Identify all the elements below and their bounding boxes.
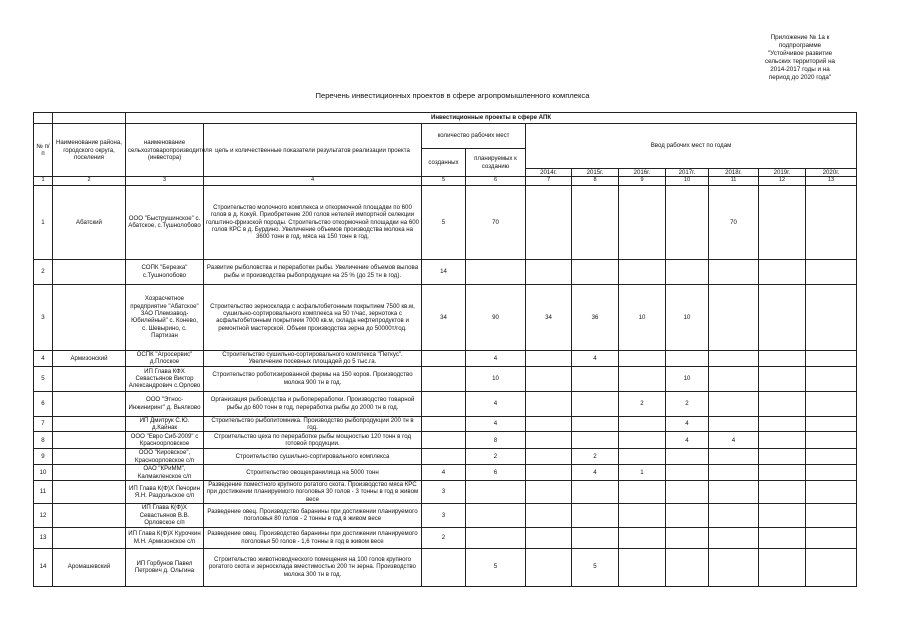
- row-year-value: [526, 548, 572, 586]
- row-year-value: [666, 465, 709, 481]
- row-year-value: [619, 185, 666, 259]
- appendix-line: период до 2020 года": [768, 74, 832, 81]
- row-number: 1: [34, 185, 53, 259]
- header-year: 2018г.: [709, 169, 759, 177]
- column-number: 1: [34, 177, 53, 185]
- row-year-value: [806, 284, 857, 350]
- row-investor: ИП Глава К(Ф)Х Курочкин М.Н. Армизонское с/п: [126, 527, 204, 548]
- row-year-value: [806, 465, 857, 481]
- header-year: 2016г.: [619, 169, 666, 177]
- row-planned: 8: [466, 432, 526, 449]
- row-investor: ОСПК "Агросервис" д.Плоское: [126, 350, 204, 366]
- row-year-value: [709, 527, 759, 548]
- row-investor: ИП Горбунов Павел Петрович д. Ольгина: [126, 548, 204, 586]
- row-year-value: [619, 416, 666, 432]
- row-year-value: [526, 185, 572, 259]
- header-group: Инвестиционные проекты в сфере АПК: [126, 113, 857, 124]
- row-district: [53, 481, 126, 504]
- row-year-value: [759, 416, 806, 432]
- row-created: [422, 391, 466, 416]
- row-year-value: [526, 465, 572, 481]
- column-number: 13: [806, 177, 857, 185]
- row-created: [422, 350, 466, 366]
- row-goal: Строительство овощехранилища на 5000 тонн: [204, 465, 422, 481]
- row-year-value: [666, 504, 709, 527]
- row-investor: ООО "Кировское", Красноорловское с/п: [126, 449, 204, 465]
- row-planned: 5: [466, 548, 526, 586]
- row-created: 2: [422, 527, 466, 548]
- row-planned: [466, 527, 526, 548]
- row-year-value: [526, 259, 572, 284]
- row-number: 10: [34, 465, 53, 481]
- row-year-value: [759, 432, 806, 449]
- row-district: [53, 449, 126, 465]
- row-goal: Строительство сушильно-сортировального комплекса: [204, 449, 422, 465]
- row-district: [53, 432, 126, 449]
- column-number: 9: [619, 177, 666, 185]
- table-row: [34, 185, 857, 259]
- row-year-value: 4: [572, 465, 619, 481]
- row-year-value: [759, 465, 806, 481]
- row-year-value: [619, 548, 666, 586]
- row-year-value: [572, 481, 619, 504]
- row-year-value: [526, 504, 572, 527]
- row-created: 4: [422, 465, 466, 481]
- row-year-value: [572, 391, 619, 416]
- row-investor: ООО "Евро Сиб-2009" с Красноорловское: [126, 432, 204, 449]
- row-investor: СОПК "Березка" с.Тушнолобово: [126, 259, 204, 284]
- row-year-value: [619, 259, 666, 284]
- row-year-value: [666, 548, 709, 586]
- table-row: [34, 449, 857, 465]
- row-year-value: 4: [666, 416, 709, 432]
- row-year-value: [806, 449, 857, 465]
- row-year-value: [759, 504, 806, 527]
- row-goal: Развитие рыболовства и переработки рыбы. Увеличение объемов вылова рыбы и производства рыбопродукции на 25 % (до 25 тн в год).: [204, 259, 422, 284]
- row-year-value: [709, 259, 759, 284]
- column-number: 11: [709, 177, 759, 185]
- row-year-value: [759, 259, 806, 284]
- row-number: 8: [34, 432, 53, 449]
- column-number: 10: [666, 177, 709, 185]
- row-year-value: 1: [619, 465, 666, 481]
- row-year-value: [709, 465, 759, 481]
- row-number: 2: [34, 259, 53, 284]
- row-number: 3: [34, 284, 53, 350]
- row-goal: Строительство молочного комплекса и откормочной площадки по 600 голов в д. Кокуй. Приобретение 200 голов нетелей импортной селекции голштино-фризской породы. Строительство откормочной площадки на 600 голов КРС в д. Бурдино. Увеличение объемов производства молока на 3600 тонн в год, мяса на 150 тонн в год.: [204, 185, 422, 259]
- row-created: 3: [422, 481, 466, 504]
- table-row: [34, 527, 857, 548]
- row-investor: ООО "Быструшинское" с. Абатское, с.Тушнолобово: [126, 185, 204, 259]
- row-year-value: [759, 366, 806, 391]
- header-goal: цель и количественные показатели результатов реализации проекта: [204, 124, 422, 177]
- row-year-value: [759, 350, 806, 366]
- row-goal: Строительство цеха по переработке рыбы мощностью 120 тонн в год готовой продукции.: [204, 432, 422, 449]
- row-year-value: [526, 350, 572, 366]
- row-year-value: [709, 481, 759, 504]
- row-year-value: 34: [526, 284, 572, 350]
- row-investor: Хозрасчетное предприятие "Абатское" ЗАО Племзавод-Юбилейный" с. Конево, с. Шевырино, с. Партизан: [126, 284, 204, 350]
- row-planned: 2: [466, 449, 526, 465]
- row-year-value: 2: [666, 391, 709, 416]
- row-investor: ИП Глава КФХ Севастьянов Виктор Александрович с.Орлово: [126, 366, 204, 391]
- row-year-value: [572, 185, 619, 259]
- row-goal: Строительство сушильно-сортировального комплекса "Петкус". Увеличение посевных площадей до 5 тыс.га.: [204, 350, 422, 366]
- row-year-value: [619, 432, 666, 449]
- row-year-value: [709, 391, 759, 416]
- table-row: [34, 481, 857, 504]
- row-year-value: [572, 416, 619, 432]
- row-goal: Строительство животноводческого помещения на 100 голов крупного рогатого скота и зерносклада вместимостью 200 тн зерна. Производство молока 300 тн в год.: [204, 548, 422, 586]
- row-year-value: 4: [572, 350, 619, 366]
- header-year: 2014г.: [526, 169, 572, 177]
- row-year-value: [619, 527, 666, 548]
- row-investor: ИП Дмитрук С.Ю. д.Кайнак: [126, 416, 204, 432]
- row-year-value: [666, 185, 709, 259]
- row-year-value: [572, 527, 619, 548]
- row-district: [53, 366, 126, 391]
- row-planned: 70: [466, 185, 526, 259]
- row-number: 6: [34, 391, 53, 416]
- row-created: [422, 432, 466, 449]
- row-year-value: [806, 391, 857, 416]
- row-created: [422, 548, 466, 586]
- appendix-line: Приложение № 1а к: [770, 34, 830, 41]
- row-year-value: 10: [619, 284, 666, 350]
- row-goal: Строительство рыбопитомника. Производство рыбопродукции 200 тн в год.: [204, 416, 422, 432]
- row-year-value: [709, 284, 759, 350]
- row-year-value: [526, 481, 572, 504]
- header-num: № п/п: [34, 124, 53, 177]
- row-year-value: 5: [572, 548, 619, 586]
- row-created: 14: [422, 259, 466, 284]
- row-investor: ОАО "КРиММ", Калмакленское с/п: [126, 465, 204, 481]
- row-district: [53, 465, 126, 481]
- row-district: [53, 527, 126, 548]
- row-district: [53, 284, 126, 350]
- row-district: Абатский: [53, 185, 126, 259]
- row-year-value: [526, 416, 572, 432]
- row-created: [422, 366, 466, 391]
- row-district: [53, 259, 126, 284]
- row-planned: 90: [466, 284, 526, 350]
- row-year-value: 4: [666, 432, 709, 449]
- column-number: 6: [466, 177, 526, 185]
- row-year-value: [709, 366, 759, 391]
- row-year-value: [619, 449, 666, 465]
- row-district: [53, 391, 126, 416]
- row-investor: ООО "Этнос-Инжиниринг" д. Вьялково: [126, 391, 204, 416]
- row-year-value: [759, 391, 806, 416]
- header-jobs: количество рабочих мест: [422, 124, 526, 149]
- row-created: 5: [422, 185, 466, 259]
- appendix-line: сельских территорий на: [764, 58, 836, 65]
- row-planned: 4: [466, 350, 526, 366]
- row-year-value: [572, 432, 619, 449]
- projects-table: [33, 112, 857, 587]
- table-row: [34, 366, 857, 391]
- column-number: 4: [204, 177, 422, 185]
- row-investor: ИП Глава К(Ф)Х Печорин Я.Н. Раздольское с/п: [126, 481, 204, 504]
- row-goal: Разведение поместного крупного рогатого скота. Производство мяса КРС при достижении планируемого поголовья 30 голов - 3 тонны в год в живом весе: [204, 481, 422, 504]
- header-year: 2017г.: [666, 169, 709, 177]
- row-year-value: [806, 548, 857, 586]
- table-row: [34, 284, 857, 350]
- row-district: [53, 504, 126, 527]
- column-number: 8: [572, 177, 619, 185]
- header-year: 2020г.: [806, 169, 857, 177]
- row-year-value: [759, 548, 806, 586]
- row-year-value: 36: [572, 284, 619, 350]
- row-number: 11: [34, 481, 53, 504]
- row-number: 9: [34, 449, 53, 465]
- row-goal: Организация рыбоводства и рыбопереработки. Производство товарной рыбы до 600 тонн в год, переработка рыбы до 2000 тн в год.: [204, 391, 422, 416]
- appendix-note: [740, 34, 860, 82]
- row-year-value: [666, 481, 709, 504]
- row-year-value: [526, 391, 572, 416]
- row-number: 12: [34, 504, 53, 527]
- row-year-value: 2: [572, 449, 619, 465]
- header-district: Наименование района, городского округа, поселения: [53, 124, 126, 177]
- row-year-value: [666, 449, 709, 465]
- table-row: [34, 350, 857, 366]
- row-planned: 4: [466, 391, 526, 416]
- row-planned: [466, 504, 526, 527]
- header-planned: планируемых к созданию: [466, 149, 526, 177]
- row-goal: Разведение овец. Производство баранины при достижении планируемого поголовья 80 голов - 2 тонны в год в живом весе: [204, 504, 422, 527]
- row-number: 7: [34, 416, 53, 432]
- row-year-value: [526, 527, 572, 548]
- row-year-value: [806, 185, 857, 259]
- row-year-value: [759, 527, 806, 548]
- row-number: 13: [34, 527, 53, 548]
- row-year-value: [806, 259, 857, 284]
- row-planned: [466, 259, 526, 284]
- row-year-value: [526, 449, 572, 465]
- row-year-value: [709, 350, 759, 366]
- row-year-value: [619, 350, 666, 366]
- row-goal: Строительство роботизированной фермы на 150 коров. Производство молока 900 тн в год.: [204, 366, 422, 391]
- row-planned: 6: [466, 465, 526, 481]
- column-number: 12: [759, 177, 806, 185]
- row-investor: ИП Глава К(Ф)Х Севастьянов В.В. Орловское с/п: [126, 504, 204, 527]
- row-year-value: 10: [666, 284, 709, 350]
- column-number: 5: [422, 177, 466, 185]
- row-year-value: 4: [709, 432, 759, 449]
- header-empty: [53, 113, 126, 124]
- table-row: [34, 416, 857, 432]
- row-created: [422, 416, 466, 432]
- table-row: [34, 391, 857, 416]
- row-year-value: [666, 350, 709, 366]
- row-year-value: [666, 259, 709, 284]
- row-district: [53, 416, 126, 432]
- row-year-value: [619, 481, 666, 504]
- row-year-value: [759, 481, 806, 504]
- row-year-value: [806, 504, 857, 527]
- row-year-value: 10: [666, 366, 709, 391]
- row-year-value: [759, 185, 806, 259]
- row-year-value: [526, 366, 572, 391]
- row-planned: 10: [466, 366, 526, 391]
- row-year-value: [572, 504, 619, 527]
- header-investor: наименование сельхозтоваропроизводителя (инвестора): [126, 124, 204, 177]
- row-year-value: [666, 527, 709, 548]
- row-district: Армизонский: [53, 350, 126, 366]
- row-created: [422, 449, 466, 465]
- appendix-line: 2014-2017 годы и на: [770, 66, 830, 73]
- row-year-value: [709, 548, 759, 586]
- row-year-value: [572, 366, 619, 391]
- row-created: 3: [422, 504, 466, 527]
- table-body: [34, 185, 857, 586]
- row-year-value: [806, 432, 857, 449]
- row-planned: 4: [466, 416, 526, 432]
- row-year-value: [709, 416, 759, 432]
- row-year-value: 2: [619, 391, 666, 416]
- row-number: 4: [34, 350, 53, 366]
- row-year-value: [709, 449, 759, 465]
- row-goal: Разведение овец. Производство баранины при достижении планируемого поголовья 50 голов - 1,6 тонны в год в живом весе: [204, 527, 422, 548]
- row-year-value: [759, 284, 806, 350]
- table-row: [34, 432, 857, 449]
- row-number: 5: [34, 366, 53, 391]
- header-empty: [34, 113, 53, 124]
- table-row: [34, 259, 857, 284]
- row-year-value: [759, 449, 806, 465]
- row-year-value: [572, 259, 619, 284]
- row-year-value: [806, 527, 857, 548]
- row-created: 34: [422, 284, 466, 350]
- header-year: 2015г.: [572, 169, 619, 177]
- document-title: Перечень инвестиционных проектов в сфере агропромышленного комплекса: [315, 91, 590, 100]
- row-year-value: [806, 416, 857, 432]
- appendix-line: подпрограмме: [778, 42, 822, 49]
- header-created: созданных: [422, 149, 466, 177]
- column-number: 3: [126, 177, 204, 185]
- row-year-value: 70: [709, 185, 759, 259]
- table-row: [34, 504, 857, 527]
- row-goal: Строительство зерносклада с асфальтобетонным покрытием 7500 кв.м, сушильно-сортировального комплекса на 50 т/час, зернотока с асфальтобетонным покрытием 7000 кв.м, склада нефтепродуктов и ремонтной мастерской. Объем производства зерна до 50000т/год.: [204, 284, 422, 350]
- row-number: 14: [34, 548, 53, 586]
- row-year-value: [806, 350, 857, 366]
- header-year: 2019г.: [759, 169, 806, 177]
- row-planned: [466, 481, 526, 504]
- column-number: 2: [53, 177, 126, 185]
- table-row: [34, 465, 857, 481]
- header-intro: Ввод рабочих мест по годам: [526, 124, 857, 169]
- appendix-line: "Устойчивое развитие: [767, 50, 833, 57]
- column-number: 7: [526, 177, 572, 185]
- row-year-value: [709, 504, 759, 527]
- table-row: [34, 548, 857, 586]
- row-year-value: [619, 366, 666, 391]
- row-year-value: [526, 432, 572, 449]
- row-district: Аромашевский: [53, 548, 126, 586]
- row-year-value: [806, 481, 857, 504]
- row-year-value: [619, 504, 666, 527]
- row-year-value: [806, 366, 857, 391]
